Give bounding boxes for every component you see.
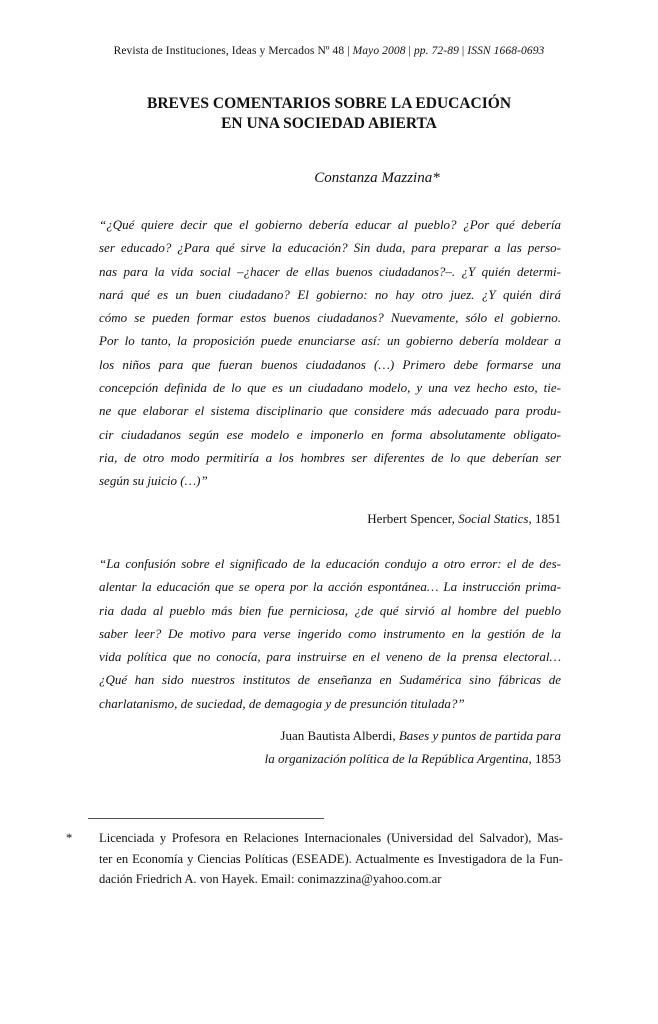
quote-line: según su juicio (…)” <box>99 473 208 489</box>
quote-line: cómo se pueden formar estos buenos ciudadanos? Nuevamente, sólo el gobierno. <box>99 310 561 326</box>
quote-attribution-alberdi <box>265 724 561 770</box>
footnote-marker: * <box>66 831 73 845</box>
article-title <box>0 94 658 134</box>
footnote-line: dación Friedrich A. von Hayek. Email: conimazzina@yahoo.com.ar <box>99 872 442 886</box>
issn: ISSN 1668-0693 <box>467 45 545 57</box>
epigraph-quote-alberdi <box>99 552 561 715</box>
quote-line: concepción definida de lo que es un ciudadano modelo, y una vez hecho esto, tie- <box>99 380 561 396</box>
attribution-author: Herbert Spencer, <box>367 511 455 526</box>
quote-line: ser educado? ¿Para qué sirve la educación? Sin duda, para preparar a las perso- <box>99 240 561 256</box>
epigraph-quote-spencer <box>99 213 561 493</box>
quote-line: charlatanismo, de suciedad, de demagogia y de presunción titulada?” <box>99 695 465 711</box>
header-separator: | <box>461 45 465 57</box>
quote-line: vida política que no conocía, para instruirse en el veneno de la prensa electoral… <box>99 649 561 665</box>
title-line: EN UNA SOCIEDAD ABIERTA <box>221 115 437 132</box>
author-byline <box>0 168 658 188</box>
quote-line: ria dada al pueblo más bien fue perniciosa, ¿de qué sirvió al hombre del pueblo <box>99 602 561 618</box>
journal-name: Revista de Instituciones, Ideas y Mercados Nº 48 | <box>113 45 350 57</box>
attribution-year: , 1851 <box>528 511 561 526</box>
author-name: Constanza Mazzina* <box>314 170 440 186</box>
title-line: BREVES COMENTARIOS SOBRE LA EDUCACIÓN <box>146 95 512 112</box>
page-range: pp. 72-89 <box>413 45 459 57</box>
quote-line: “¿Qué quiere decir que el gobierno debería educar al pueblo? ¿Por qué debería <box>99 217 561 232</box>
attribution-author: Juan Bautista Alberdi, <box>280 728 396 743</box>
attribution-year: , 1853 <box>528 751 561 766</box>
quote-line: nas para la vida social –¿hacer de ellas buenos ciudadanos?–. ¿Y quién determi- <box>99 263 561 279</box>
quote-line: los niños para que fueran buenos ciudadanos (…) Primero debe formarse una <box>99 356 561 372</box>
attribution-work: la organización política de la República Argentina <box>264 751 529 766</box>
quote-line: ¿Qué han sido nuestros institutos de enseñanza en Sudamérica sino fábricas de <box>99 672 561 688</box>
quote-line: ne que elaborar el sistema disciplinario que considere más adecuado para produ- <box>99 403 561 419</box>
header-separator: | <box>408 45 411 57</box>
footnote-divider <box>88 818 324 819</box>
running-header <box>0 45 658 57</box>
quote-line: ria, de otro modo permitiría a los hombres ser diferentes de lo que deberían ser <box>99 449 561 465</box>
author-footnote <box>66 828 563 890</box>
attribution-work: Bases y puntos de partida para <box>398 728 561 743</box>
footnote-line: ter en Economía y Ciencias Políticas (ESEADE). Actualmente es Investigadora de la Fun- <box>99 851 563 866</box>
attribution-work: Social Statics <box>458 511 529 526</box>
quote-line: Por lo tanto, la proposición puede enunciarse así: un gobierno debería moldear a <box>99 333 561 349</box>
footnote-line: Licenciada y Profesora en Relaciones Internacionales (Universidad del Salvador), Mas- <box>99 831 563 845</box>
quote-line: nará qué es un buen ciudadano? El gobierno: no hay otro juez. ¿Y quién dirá <box>99 286 561 302</box>
quote-line: “La confusión sobre el significado de la educación condujo a otro error: el de des- <box>99 556 561 571</box>
issue-date: Mayo 2008 <box>352 45 406 57</box>
quote-line: cir ciudadanos según ese modelo e imponerlo en forma absolutamente obligato- <box>99 426 561 442</box>
quote-attribution-spencer <box>367 507 561 530</box>
quote-line: saber leer? De motivo para verse ingerido como instrumento en la gestión de la <box>99 625 561 641</box>
quote-line: alentar la educación que se opera por la acción espontánea… La instrucción prima- <box>99 579 561 595</box>
